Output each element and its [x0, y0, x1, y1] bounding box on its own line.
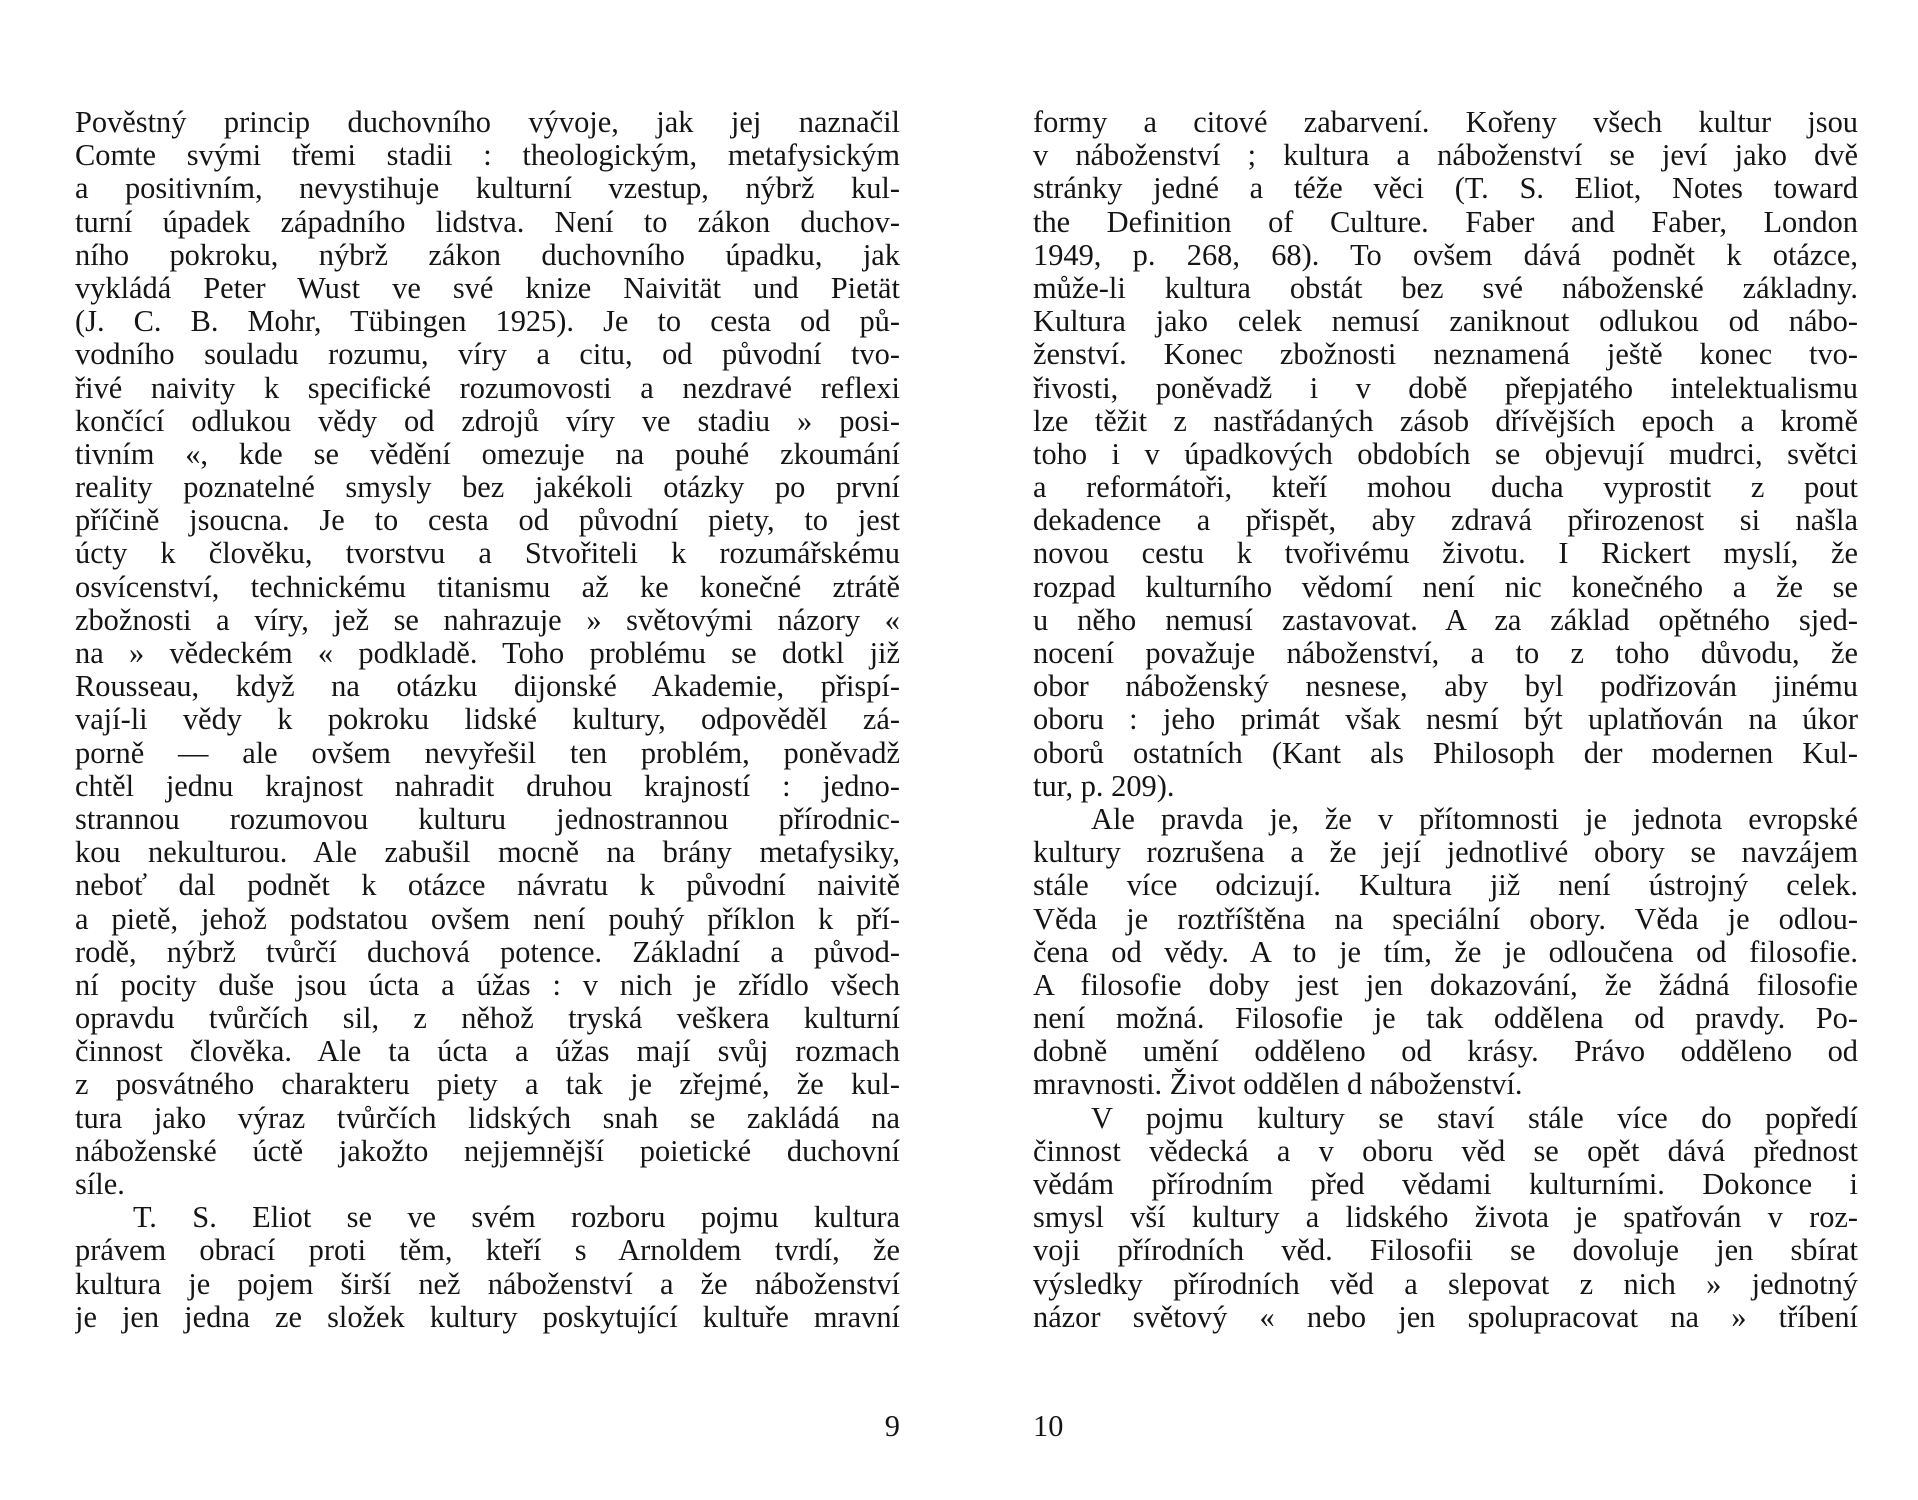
- text-line: u něho nemusí zastavovat. A za základ opětného sjed-: [1033, 603, 1858, 637]
- text-line: a pietě, jehož podstatou ovšem není pouhý příklon k pří-: [75, 902, 900, 936]
- text-line: ženství. Konec zbožnosti neznamená ještě konec tvo-: [1033, 338, 1858, 372]
- page-number: 9: [884, 1409, 900, 1443]
- text-line: kultura je pojem širší než náboženství a že náboženství: [75, 1267, 900, 1301]
- text-line: řivé naivity k specifické rozumovosti a nezdravé reflexi: [75, 371, 900, 405]
- text-line: Věda je roztříštěna na speciální obory. Věda je odlou-: [1033, 902, 1858, 936]
- text-line: zbožnosti a víry, jež se nahrazuje » světovými názory «: [75, 603, 900, 637]
- text-line: vědám přírodním před vědami kulturními. Dokonce i: [1033, 1168, 1858, 1201]
- text-line: názor světový « nebo jen spolupracovat na » tříbení: [1033, 1300, 1858, 1334]
- text-line: není možná. Filosofie je tak oddělena od pravdy. Po-: [1033, 1002, 1858, 1036]
- text-line: výsledky přírodních věd a slepovat z nich » jednotný: [1033, 1267, 1858, 1301]
- text-line: činnost vědecká a v oboru věd se opět dává přednost: [1033, 1134, 1858, 1168]
- text-line: vykládá Peter Wust ve své knize Naivität und Pietät: [75, 271, 900, 305]
- text-line: Comte svými třemi stadii : theologickým, metafysickým: [75, 139, 900, 173]
- text-line: rodě, nýbrž tvůrčí duchová potence. Základní a původ-: [75, 935, 900, 969]
- text-line: (J. C. B. Mohr, Tübingen 1925). Je to cesta od pů-: [75, 305, 900, 339]
- text-line: v náboženství ; kultura a náboženství se jeví jako dvě: [1033, 139, 1858, 173]
- text-line: Kultura jako celek nemusí zaniknout odlukou od nábo-: [1033, 305, 1858, 339]
- left-page-text: [75, 106, 900, 1334]
- text-line: úcty k člověku, tvorstvu a Stvořiteli k rozumářskému: [75, 537, 900, 571]
- text-line: ní pocity duše jsou úcta a úžas : v nich je zřídlo všech: [75, 968, 900, 1002]
- text-line: the Definition of Culture. Faber and Faber, London: [1033, 205, 1858, 239]
- text-line: strannou rozumovou kulturu jednostrannou přírodnic-: [75, 802, 900, 836]
- text-line: mravnosti. Život oddělen d náboženství.: [1033, 1068, 1523, 1102]
- text-line: smysl vší kultury a lidského života je spatřován v roz-: [1033, 1201, 1858, 1235]
- text-line: řivosti, poněvadž i v době přepjatého intelektualismu: [1033, 371, 1858, 405]
- text-line: tur, p. 209).: [1033, 769, 1175, 803]
- right-page: [1033, 106, 1858, 1443]
- text-line: obor náboženský nesnese, aby byl podřizován jinému: [1033, 670, 1858, 704]
- left-page: [75, 106, 900, 1443]
- text-line: osvícenství, technickému titanismu až ke konečné ztrátě: [75, 570, 900, 604]
- text-line: vají-li vědy k pokroku lidské kultury, odpověděl zá-: [75, 703, 900, 737]
- text-line: A filosofie doby jest jen dokazování, že žádná filosofie: [1033, 968, 1858, 1002]
- text-line: kou nekulturou. Ale zabušil mocně na brány metafysiky,: [75, 836, 900, 870]
- text-line: neboť dal podnět k otázce návratu k původní naivitě: [75, 869, 900, 903]
- text-line: opravdu tvůrčích sil, z něhož tryská veškera kulturní: [75, 1002, 900, 1036]
- text-line: porně — ale ovšem nevyřešil ten problém, poněvadž: [75, 736, 900, 770]
- text-line: novou cestu k tvořivému životu. I Rickert myslí, že: [1033, 537, 1858, 571]
- text-line: a reformátoři, kteří mohou ducha vyprostit z pout: [1033, 471, 1858, 505]
- text-line: lze těžit z nastřádaných zásob dřívějších epoch a kromě: [1033, 404, 1858, 438]
- text-line: formy a citové zabarvení. Kořeny všech kultur jsou: [1033, 106, 1858, 139]
- text-line: T. S. Eliot se ve svém rozboru pojmu kultura: [133, 1201, 900, 1235]
- text-line: ního pokroku, nýbrž zákon duchovního úpadku, jak: [75, 238, 900, 272]
- text-line: Ale pravda je, že v přítomnosti je jednota evropské: [1091, 802, 1858, 836]
- text-line: oborů ostatních (Kant als Philosoph der modernen Kul-: [1033, 736, 1858, 770]
- text-line: stále více odcizují. Kultura již není ústrojný celek.: [1033, 869, 1858, 903]
- text-line: stránky jedné a téže věci (T. S. Eliot, Notes toward: [1033, 172, 1858, 206]
- page-number: 10: [1033, 1409, 1064, 1443]
- text-line: z posvátného charakteru piety a tak je zřejmé, že kul-: [75, 1068, 900, 1102]
- text-line: chtěl jednu krajnost nahradit druhou krajností : jedno-: [75, 769, 900, 803]
- text-line: Pověstný princip duchovního vývoje, jak jej naznačil: [75, 106, 900, 139]
- text-line: dobně umění odděleno od krásy. Právo odděleno od: [1033, 1035, 1858, 1069]
- text-line: tivním «, kde se vědění omezuje na pouhé zkoumání: [75, 437, 900, 471]
- text-line: vodního souladu rozumu, víry a citu, od původní tvo-: [75, 338, 900, 372]
- text-line: končící odlukou vědy od zdrojů víry ve stadiu » posi-: [75, 404, 900, 438]
- text-line: turní úpadek západního lidstva. Není to zákon duchov-: [75, 205, 900, 239]
- text-line: činnost člověka. Ale ta úcta a úžas mají svůj rozmach: [75, 1035, 900, 1069]
- text-line: nocení považuje náboženství, a to z toho důvodu, že: [1033, 637, 1858, 670]
- text-line: síle.: [75, 1168, 125, 1201]
- text-line: náboženské úctě jakožto nejjemnější poietické duchovní: [75, 1134, 900, 1168]
- text-line: V pojmu kultury se staví stále více do popředí: [1091, 1101, 1858, 1135]
- text-line: voji přírodních věd. Filosofii se dovoluje jen sbírat: [1033, 1234, 1858, 1268]
- text-line: reality poznatelné smysly bez jakékoli otázky po první: [75, 471, 900, 505]
- text-line: právem obrací proti těm, kteří s Arnoldem tvrdí, že: [75, 1234, 900, 1268]
- text-line: kultury rozrušena a že její jednotlivé obory se navzájem: [1033, 836, 1858, 870]
- text-line: rozpad kulturního vědomí není nic konečného a že se: [1033, 570, 1858, 604]
- right-page-text: [1033, 106, 1858, 1334]
- text-line: může-li kultura obstát bez své náboženské základny.: [1033, 271, 1858, 305]
- text-line: je jen jedna ze složek kultury poskytující kultuře mravní: [75, 1300, 900, 1334]
- text-line: a positivním, nevystihuje kulturní vzestup, nýbrž kul-: [75, 172, 900, 206]
- text-line: toho i v úpadkových obdobích se objevují mudrci, světci: [1033, 437, 1858, 471]
- text-line: tura jako výraz tvůrčích lidských snah se zakládá na: [75, 1101, 900, 1135]
- text-line: oboru : jeho primát však nesmí být uplatňován na úkor: [1033, 703, 1858, 737]
- text-line: 1949, p. 268, 68). To ovšem dává podnět k otázce,: [1033, 238, 1858, 272]
- text-line: dekadence a přispět, aby zdravá přirozenost si našla: [1033, 504, 1858, 538]
- text-line: na » vědeckém « podkladě. Toho problému se dotkl již: [75, 637, 900, 670]
- text-line: čena od vědy. A to je tím, že je odloučena od filosofie.: [1033, 935, 1858, 969]
- text-line: příčině jsoucna. Je to cesta od původní piety, to jest: [75, 504, 900, 538]
- text-line: Rousseau, když na otázku dijonské Akademie, přispí-: [75, 670, 900, 704]
